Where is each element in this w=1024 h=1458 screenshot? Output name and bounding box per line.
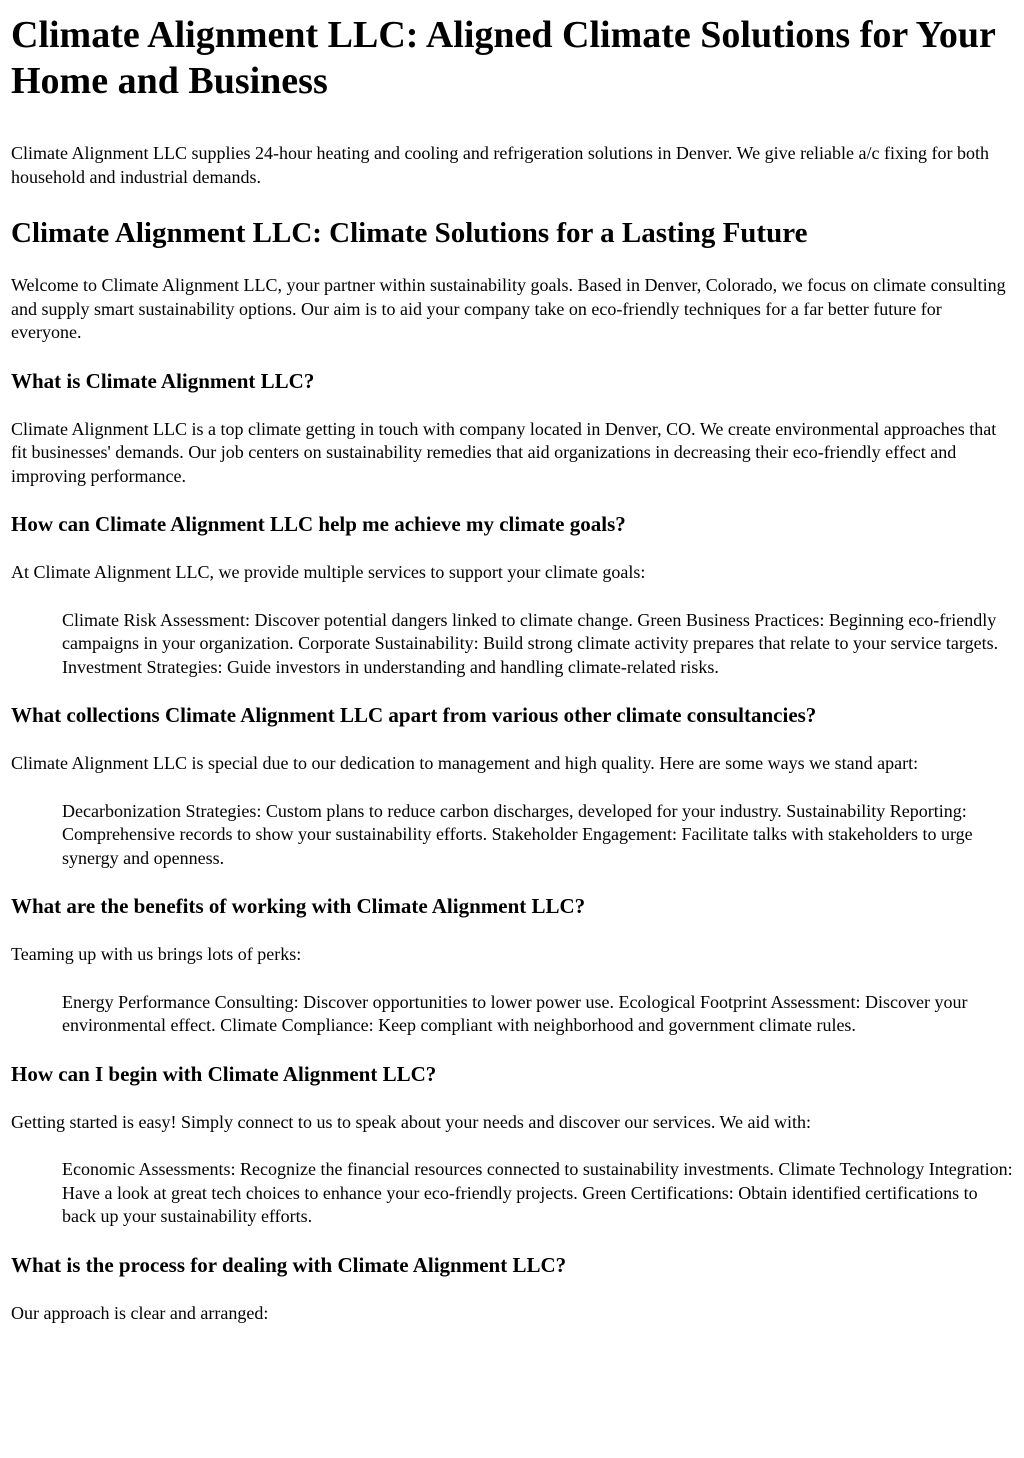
- faq-question: How can Climate Alignment LLC help me achieve my climate goals?: [11, 512, 626, 536]
- faq-answer: Teaming up with us brings lots of perks:: [11, 944, 302, 964]
- faq-answer: Getting started is easy! Simply connect to us to speak about your needs and discover our services. We aid with:: [11, 1111, 812, 1132]
- faq-answer: At Climate Alignment LLC, we provide multiple services to support your climate goals:: [11, 562, 646, 582]
- article: [0, 12, 1024, 1325]
- intro-paragraph: Climate Alignment LLC supplies 24-hour heating and cooling and refrigeration solutions in Denver. We give reliable a/c fixing for both household and industrial demands.: [11, 143, 989, 187]
- faq-question: What collections Climate Alignment LLC apart from various other climate consultancies?: [11, 703, 817, 727]
- faq-question: What are the benefits of working with Climate Alignment LLC?: [11, 894, 586, 918]
- faq-answer: Climate Alignment LLC is a top climate getting in touch with company located in Denver, CO. We create environmental approaches that fit businesses' demands. Our job centers on sustainability remedies that aid organizations in decreasing their eco-friendly effect and improving performance.: [11, 418, 997, 486]
- faq-services-quote: Energy Performance Consulting: Discover opportunities to lower power use. Ecological Footprint Assessment: Discover your environmental effect. Climate Compliance: Keep compliant with neighborhood and government climate rules.: [62, 991, 968, 1035]
- faq-answer: Our approach is clear and arranged:: [11, 1302, 269, 1323]
- faq-question: How can I begin with Climate Alignment LLC?: [11, 1061, 437, 1086]
- welcome-paragraph: Welcome to Climate Alignment LLC, your partner within sustainability goals. Based in Denver, Colorado, we focus on climate consulting and supply smart sustainability options. Our aim is to aid your company take on eco-friendly techniques for a far better future for everyone.: [11, 275, 1006, 342]
- faq-question: What is Climate Alignment LLC?: [11, 368, 315, 393]
- page-title: Climate Alignment LLC: Aligned Climate Solutions for Your Home and Business: [11, 14, 996, 102]
- faq-services-quote: Decarbonization Strategies: Custom plans to reduce carbon discharges, developed for your industry. Sustainability Reporting: Comprehensive records to show your sustainability efforts. Stakeholder Engagement: Facilitate talks with stakeholders to urge synergy and openness.: [62, 800, 973, 868]
- faq-answer: Climate Alignment LLC is special due to our dedication to management and high quality. Here are some ways we stand apart:: [11, 753, 919, 773]
- faq-services-quote: Climate Risk Assessment: Discover potential dangers linked to climate change. Green Business Practices: Beginning eco-friendly campaigns in your organization. Corporate Sustainability: Build strong climate activity prepares that relate to your service targets. Investment Strategies: Guide investors in understanding and handling climate-related risks.: [62, 609, 999, 677]
- faq-question: What is the process for dealing with Climate Alignment LLC?: [11, 1252, 567, 1277]
- section-heading: Climate Alignment LLC: Climate Solutions for a Lasting Future: [11, 217, 808, 249]
- faq-services-quote: Economic Assessments: Recognize the financial resources connected to sustainability investments. Climate Technology Integration: Have a look at great tech choices to enhance your eco-friendly projects. Green Certifications: Obtain identified certifications to back up your sustainability efforts.: [62, 1159, 1013, 1226]
